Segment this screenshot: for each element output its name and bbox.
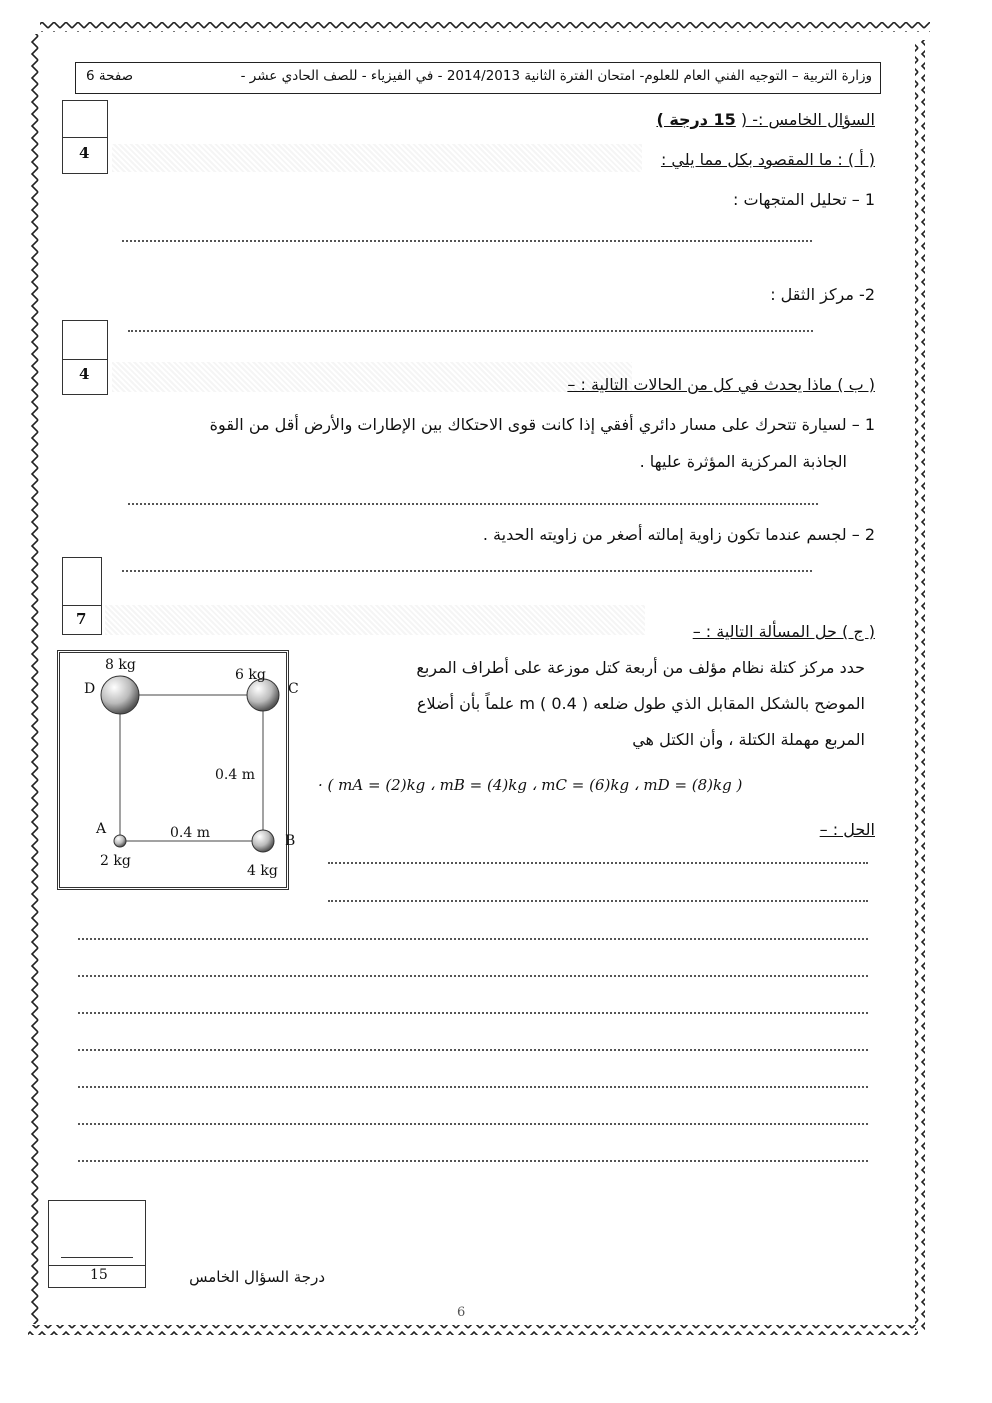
part-b-item-2: 2 – لجسم عندما تكون زاوية إمالته أصغر من زاويته الحدية .: [482, 525, 875, 544]
question-title-score: 15 درجة ): [656, 110, 736, 129]
masses-formula: · ( mA = (2)kg ، mB = (4)kg ، mC = (6)kg ، mD = (8)kg ): [318, 776, 743, 794]
scan-shading: [105, 605, 645, 635]
score-part-a: 4: [79, 144, 90, 162]
answer-line: [78, 975, 868, 977]
question-title: [656, 110, 875, 129]
mass-square-figure: [57, 650, 299, 890]
corner-c-label: C: [288, 681, 299, 697]
part-c-heading: ( ج ) حل المسألة التالية : –: [692, 622, 875, 641]
answer-line: [78, 938, 868, 940]
mass-d-label: 8 kg: [105, 657, 136, 673]
answer-line: [128, 503, 818, 505]
horizontal-side-length: 0.4 m: [170, 825, 210, 841]
mass-a-ball: [114, 835, 126, 847]
part-a-item-2: 2- مركز الثقل :: [770, 285, 875, 304]
answer-line: [78, 1086, 868, 1088]
score-part-b: 4: [79, 365, 90, 383]
answer-line: [78, 1123, 868, 1125]
question-title-text: السؤال الخامس :- (: [740, 110, 875, 129]
scan-shading: [112, 362, 632, 392]
mass-b-ball: [252, 830, 274, 852]
mass-a-label: 2 kg: [100, 853, 131, 869]
part-c-line-1: حدد مركز كتلة نظام مؤلف من أربعة كتل موزعة على أطراف المربع: [416, 658, 865, 677]
part-c-line-2: الموضح بالشكل المقابل الذي طول ضلعه m ( 0.4 ) علماً بأن أضلاع: [416, 694, 865, 713]
vertical-side-length: 0.4 m: [215, 767, 255, 783]
answer-line: [328, 862, 868, 864]
corner-b-label: B: [285, 833, 296, 849]
total-score-value: 15: [90, 1267, 108, 1283]
part-b-item-1-line-1: 1 – لسيارة تتحرك على مسار دائري أفقي إذا كانت قوى الاحتكاك بين الإطارات والأرض أقل من القوة: [209, 415, 875, 434]
mass-d-ball: [101, 676, 139, 714]
mass-b-label: 4 kg: [247, 863, 278, 879]
part-c-line-3: المربع مهملة الكتلة ، وأن الكتل هي: [632, 730, 865, 749]
answer-line: [122, 240, 812, 242]
score-part-c: 7: [76, 610, 87, 628]
mass-c-ball: [247, 679, 279, 711]
part-b-item-1-line-2: الجاذبة المركزية المؤثرة عليها .: [639, 452, 847, 471]
header-text: وزارة التربية – التوجيه الفني العام للعلوم- امتحان الفترة الثانية 2014/2013 - في الفيزياء - للصف الحادي عشر -: [240, 68, 872, 84]
answer-line: [122, 570, 812, 572]
page-number: 6: [457, 1305, 466, 1320]
page-label: صفحة 6: [86, 68, 134, 84]
answer-line: [78, 1049, 868, 1051]
solution-label: الحل : –: [819, 820, 875, 839]
answer-line: [78, 1012, 868, 1014]
total-score-label: درجة السؤال الخامس: [189, 1268, 325, 1286]
part-a-heading: ( أ ) : ما المقصود بكل مما يلي :: [660, 150, 875, 169]
answer-line: [78, 1160, 868, 1162]
mass-c-label: 6 kg: [235, 667, 266, 683]
corner-a-label: A: [96, 821, 107, 837]
scan-shading: [112, 144, 642, 172]
score-box-part-a: [62, 100, 108, 174]
corner-d-label: D: [84, 681, 96, 697]
score-box-part-b: [62, 320, 108, 395]
part-a-item-1: 1 – تحليل المتجهات :: [733, 190, 875, 209]
answer-line: [328, 900, 868, 902]
answer-line: [128, 330, 813, 332]
part-b-heading: ( ب ) ماذا يحدث في كل من الحالات التالية : –: [567, 375, 875, 394]
exam-header: [75, 62, 881, 94]
